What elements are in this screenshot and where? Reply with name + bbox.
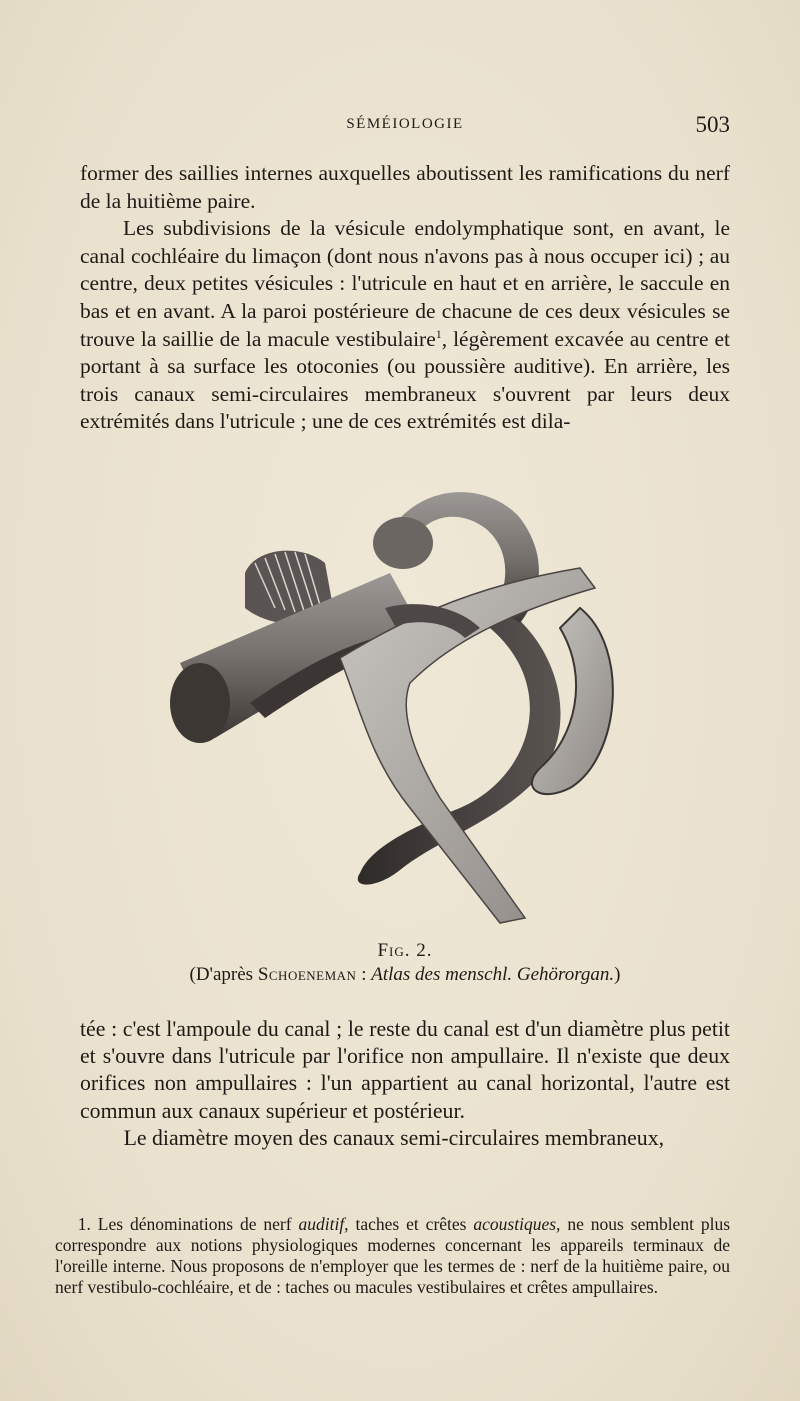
footnote-reference: 1	[435, 326, 442, 341]
footnote-italic-term: auditif,	[298, 1214, 349, 1234]
credit-suffix: )	[614, 964, 621, 985]
paragraph-text: Les subdivisions de la vésicule endolymphatique sont, en avant, le canal cochléaire du limaçon (dont nous n'avons pas à nous occuper ici) ; au centre, deux petites vésicules : l'utricule en haut et en arrière, le saccule en bas et en avant. A la paroi postérieure de chacune de ces deux vésicules se trouve la saillie de la macule vestibulaire	[80, 216, 730, 351]
body-text-top	[80, 160, 730, 436]
paragraph-continued: former des saillies internes auxquelles aboutissent les ramifications du nerf de la huitième paire.	[80, 161, 730, 213]
figure-label: Fig. 2.	[377, 940, 433, 961]
footnote-text: Les dénominations de nerf	[97, 1214, 292, 1234]
footnote-number: 1.	[77, 1214, 91, 1234]
body-text-bottom	[80, 1016, 730, 1152]
credit-colon: :	[356, 964, 372, 985]
credit-prefix: (D'après	[189, 964, 254, 985]
footnote-text: ne nous semblent plus correspondre aux notions physiologiques modernes concernant les appareils terminaux de l'oreille interne. Nous proposons de n'employer que les termes de : nerf de la huitième paire, ou nerf vestibulo-cochléaire, et de : taches ou macules vestibulaires et crêtes ampullaires.	[55, 1214, 731, 1297]
footnote-text: taches et crêtes	[355, 1214, 467, 1234]
running-header	[80, 112, 730, 142]
credit-author: Schoeneman	[257, 964, 357, 985]
paragraph-diameter: Le diamètre moyen des canaux semi-circulaires membraneux,	[123, 1125, 665, 1150]
running-title: SÉMÉIOLOGIE	[346, 116, 464, 132]
ampulla-shape	[373, 517, 433, 569]
credit-title: Atlas des menschl. Gehörorgan.	[371, 964, 615, 985]
figure-credit	[80, 964, 730, 986]
paragraph-text: , légèrement excavée au centre et portant à sa surface les otoconies (ou poussière auditive). En arrière, les trois canaux semi-circulaires membraneux s'ouvrent par leurs deux extrémités dans l'utricule ; une de ces extrémités est dila-	[80, 326, 730, 434]
paragraph-subdivisions	[80, 215, 730, 436]
footnote-italic-term: acoustiques,	[473, 1214, 561, 1234]
nerve-cut-end	[170, 663, 230, 743]
paragraph-continued: tée : c'est l'ampoule du canal ; le reste du canal est d'un diamètre plus petit et s'ouvre dans l'utricule par l'orifice non ampullaire. Il n'existe que deux orifices non ampullaires : l'un appartient au canal horizontal, l'autre est commun aux canaux supérieur et postérieur.	[80, 1017, 730, 1123]
page-number: 503	[695, 112, 730, 137]
footnote	[55, 1214, 730, 1298]
inner-ear-illustration	[160, 478, 620, 933]
